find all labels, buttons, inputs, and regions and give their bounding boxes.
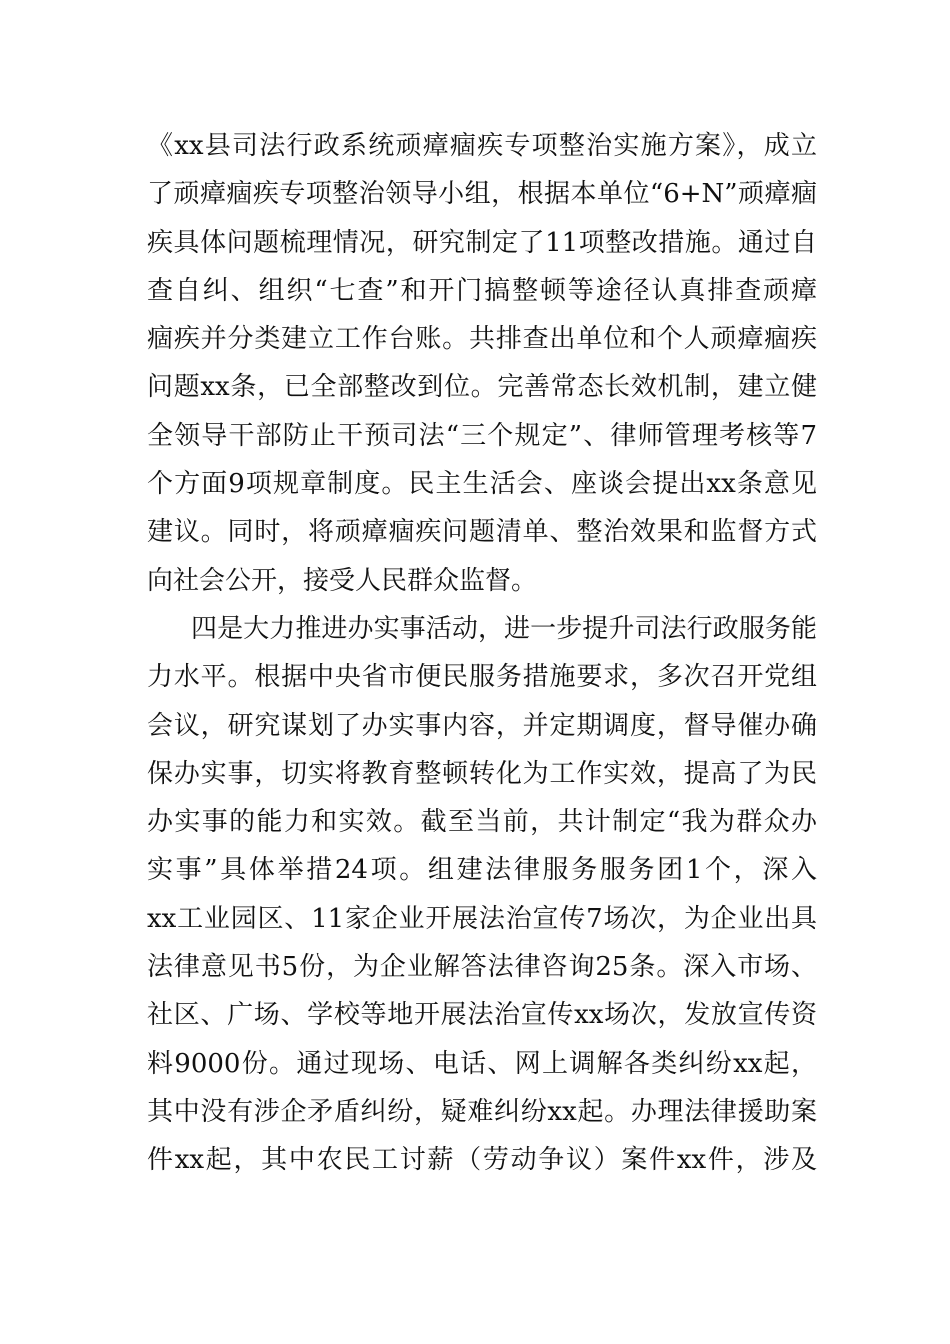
text-line: 其中没有涉企矛盾纠纷，疑难纠纷xx起。办理法律援助案 (147, 1096, 817, 1127)
text-line: 疾具体问题梳理情况，研究制定了11项整改措施。通过自 (147, 227, 817, 258)
text-line: 建议。同时，将顽瘴痼疾问题清单、整治效果和监督方式 (147, 517, 817, 548)
text-line: 了顽瘴痼疾专项整治领导小组，根据本单位“6+N”顽瘴痼 (147, 179, 817, 210)
text-line: 问题xx条，已全部整改到位。完善常态长效机制，建立健 (147, 372, 817, 403)
body-text (147, 122, 817, 1185)
text-line: 全领导干部防止干预司法“三个规定”、律师管理考核等7 (147, 420, 817, 451)
text-line: 个方面9项规章制度。民主生活会、座谈会提出xx条意见 (147, 469, 817, 500)
text-line: xx工业园区、11家企业开展法治宣传7场次，为企业出具 (147, 903, 817, 934)
paragraph-end-line: 向社会公开，接受人民群众监督。 (147, 565, 538, 596)
text-line: 保办实事，切实将教育整顿转化为工作实效，提高了为民 (147, 758, 817, 789)
text-line: 社区、广场、学校等地开展法治宣传xx场次，发放宣传资 (147, 1000, 817, 1031)
text-line: 件xx起，其中农民工讨薪（劳动争议）案件xx件，涉及 (147, 1145, 817, 1176)
text-line: 实事”具体举措24项。组建法律服务服务团1个，深入 (147, 855, 817, 886)
text-line: 法律意见书5份，为企业解答法律咨询25条。深入市场、 (147, 952, 817, 983)
text-line: 料9000份。通过现场、电话、网上调解各类纠纷xx起， (147, 1048, 817, 1079)
text-line: 查自纠、组织“七查”和开门搞整顿等途径认真排查顽瘴 (147, 275, 817, 306)
text-line: 办实事的能力和实效。截至当前，共计制定“我为群众办 (147, 807, 817, 838)
text-line: 《xx县司法行政系统顽瘴痼疾专项整治实施方案》，成立 (147, 131, 817, 161)
text-line: 痼疾并分类建立工作台账。共排查出单位和个人顽瘴痼疾 (147, 324, 817, 355)
text-line: 力水平。根据中央省市便民服务措施要求，多次召开党组 (147, 662, 817, 693)
text-line: 会议，研究谋划了办实事内容，并定期调度，督导催办确 (147, 710, 817, 741)
paragraph-start-line: 四是大力推进办实事活动，进一步提升司法行政服务能 (191, 613, 817, 644)
